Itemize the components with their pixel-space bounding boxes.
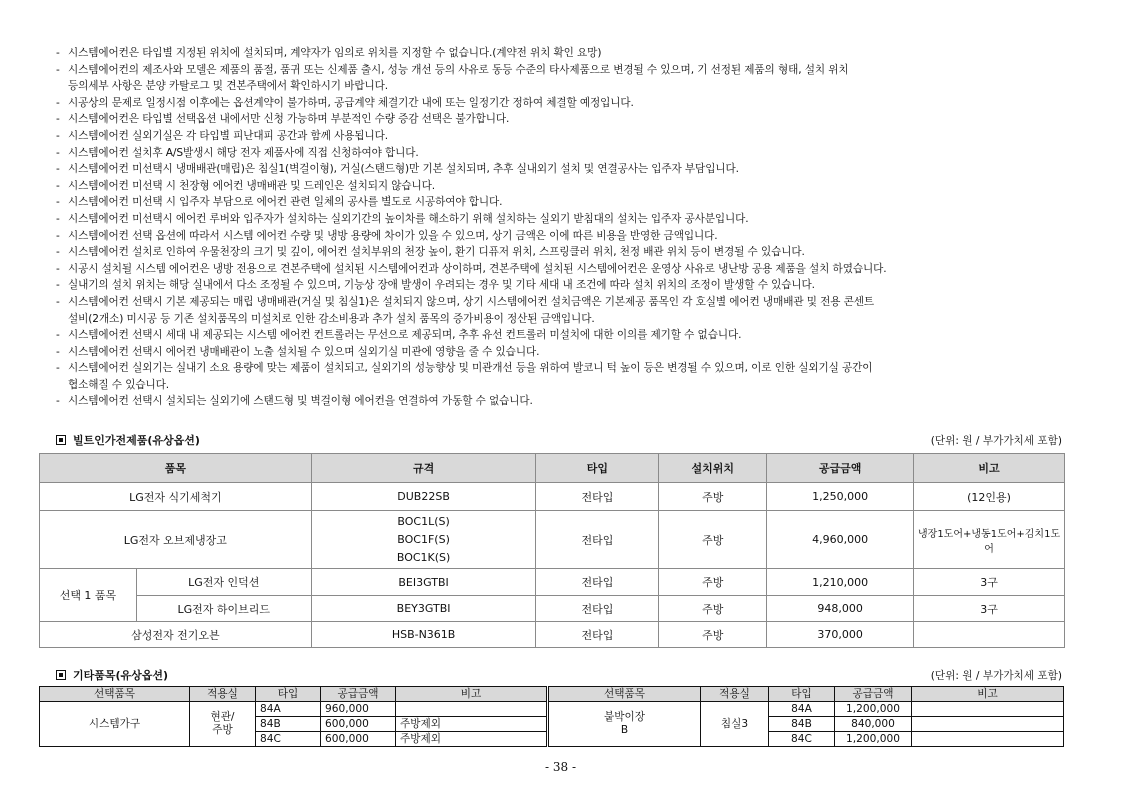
header-room: 적용실 — [190, 687, 256, 702]
table-row — [40, 483, 1065, 511]
dash-bullet: - — [56, 129, 60, 142]
item-price: 1,210,000 — [767, 569, 914, 596]
header-price: 공급금액 — [321, 687, 396, 702]
dash-bullet: - — [56, 246, 60, 259]
item-note — [396, 702, 547, 717]
header-type: 타입 — [256, 687, 321, 702]
dash-bullet: - — [56, 47, 60, 59]
note-item — [56, 145, 1086, 162]
builtin-unit-label: (단위: 원 / 부가가치세 포함) — [930, 434, 1062, 447]
item-price: 370,000 — [767, 622, 914, 648]
note-item — [56, 228, 1086, 245]
note-text: 시공시 설치될 시스템 에어컨은 냉방 전용으로 견본주택에 설치된 시스템에어컨과 상이하며, 견본주택에 설치된 시스템에어컨은 운영상 사유로 냉난방 공용 제품을 설치 하였습니다. — [68, 262, 887, 275]
item-spec — [311, 511, 536, 569]
header-spec: 규격 — [311, 454, 536, 483]
item-location: 주방 — [659, 569, 767, 596]
other-items-table-right — [548, 686, 1064, 747]
note-text: 실내기의 설치 위치는 해당 실내에서 다소 조정될 수 있으며, 기능상 장애 발생이 우려되는 경우 및 기타 세대 내 조건에 따라 설치 위치의 조정이 발생할 수 있습니다. — [68, 279, 815, 292]
note-text: 시스템에어컨 미선택시 냉매배관(매립)은 침실1(벽걸이형), 거실(스탠드형)만 기본 설치되며, 추후 실내외기 설치 및 연결공사는 입주자 부담입니다. — [68, 163, 739, 176]
item-price: 948,000 — [767, 596, 914, 622]
note-item — [56, 194, 1086, 211]
item-type: 전타입 — [536, 622, 659, 648]
dash-bullet: - — [56, 395, 60, 408]
table-row — [40, 622, 1065, 648]
note-item — [56, 327, 1086, 344]
item-note: 3구 — [914, 596, 1065, 622]
item-location: 주방 — [659, 511, 767, 569]
item-type: 84A — [769, 702, 835, 717]
item-price: 1,200,000 — [835, 732, 912, 747]
note-item — [56, 178, 1086, 195]
note-item — [56, 294, 1086, 327]
item-room: 현관/ 주방 — [190, 702, 256, 747]
note-text: 시스템에어컨 선택시 기본 제공되는 매립 냉매배관(거실 및 침실1)은 설치되지 않으며, 상기 시스템에어컨 설치금액은 기본제공 품목인 각 호실별 에어컨 냉매배관 및 전용 콘센트 설비(2개소) 미시공 등 기존 설치품목의 미설치로 인한 감소비용과 추가 설치 품목의 증가비용이 정산된 금액입니다. — [68, 295, 875, 325]
notes-list — [56, 45, 1086, 410]
item-name: LG전자 식기세척기 — [40, 483, 312, 511]
dash-bullet: - — [56, 362, 60, 375]
item-name: LG전자 오브제냉장고 — [40, 511, 312, 569]
dash-bullet: - — [56, 179, 60, 192]
item-location: 주방 — [659, 622, 767, 648]
item-price: 1,250,000 — [767, 483, 914, 511]
item-note — [912, 717, 1064, 732]
note-item — [56, 393, 1086, 410]
dash-bullet: - — [56, 146, 60, 159]
item-type: 84C — [769, 732, 835, 747]
table-row — [40, 569, 1065, 596]
note-text: 시스템에어컨 선택시 세대 내 제공되는 시스템 에어컨 컨트롤러는 무선으로 제공되며, 추후 유선 컨트롤러 미설치에 대한 이의를 제기할 수 없습니다. — [68, 329, 742, 342]
item-spec: BEI3GTBI — [311, 569, 536, 596]
item-type: 84C — [256, 732, 321, 747]
item-location: 주방 — [659, 483, 767, 511]
item-spec: HSB-N361B — [311, 622, 536, 648]
note-item — [56, 128, 1086, 145]
note-text: 시스템에어컨 미선택 시 입주자 부담으로 에어컨 관련 일체의 공사를 별도로 시공하여야 합니다. — [68, 196, 503, 209]
item-name: LG전자 하이브리드 — [136, 596, 311, 622]
item-location: 주방 — [659, 596, 767, 622]
item-price: 600,000 — [321, 717, 396, 732]
other-unit-label: (단위: 원 / 부가가치세 포함) — [930, 669, 1062, 682]
builtin-appliance-table — [39, 453, 1065, 648]
item-spec: BEY3GTBI — [311, 596, 536, 622]
table-row — [549, 702, 1064, 717]
header-item: 선택품목 — [549, 687, 701, 702]
page-number: - 38 - — [544, 760, 576, 774]
item-type: 전타입 — [536, 596, 659, 622]
note-item — [56, 344, 1086, 361]
header-location: 설치위치 — [659, 454, 767, 483]
item-type: 84B — [256, 717, 321, 732]
note-text: 시스템에어컨 선택 옵션에 따라서 시스템 에어컨 수량 및 냉방 용량에 차이가 있을 수 있으며, 상기 금액은 이에 따른 비용을 반영한 금액입니다. — [68, 229, 718, 242]
note-item — [56, 244, 1086, 261]
table-row — [40, 702, 547, 717]
item-price: 840,000 — [835, 717, 912, 732]
table-row — [40, 596, 1065, 622]
item-type: 전타입 — [536, 569, 659, 596]
note-item — [56, 261, 1086, 278]
group-label: 선택 1 품목 — [40, 569, 137, 622]
dash-bullet: - — [56, 163, 60, 176]
item-price: 4,960,000 — [767, 511, 914, 569]
square-bullet-icon — [56, 670, 66, 680]
header-price: 공급금액 — [767, 454, 914, 483]
item-spec: DUB22SB — [311, 483, 536, 511]
header-item: 품목 — [40, 454, 312, 483]
header-note: 비고 — [912, 687, 1064, 702]
note-text: 시스템에어컨 실외기는 실내기 소요 용량에 맞는 제품이 설치되고, 실외기의 성능향상 및 미관개선 등을 위하여 발코니 턱 높이 등은 변경될 수 있으며, 이로 인한 실외기실 공간이 협소해질 수 있습니다. — [68, 362, 873, 391]
header-type: 타입 — [536, 454, 659, 483]
note-item — [56, 277, 1086, 294]
item-name: 시스템가구 — [40, 702, 190, 747]
item-name: 붙박이장 B — [549, 702, 701, 747]
item-note: 3구 — [914, 569, 1065, 596]
dash-bullet: - — [56, 279, 60, 292]
item-note: 냉장1도어+냉동1도어+김치1도어 — [914, 511, 1065, 569]
item-type: 전타입 — [536, 511, 659, 569]
item-note — [912, 702, 1064, 717]
item-note: 주방제외 — [396, 717, 547, 732]
square-bullet-icon — [56, 435, 66, 445]
dash-bullet: - — [56, 329, 60, 342]
other-title-text: 기타품목(유상옵션) — [73, 669, 169, 682]
note-item — [56, 111, 1086, 128]
spec-line: BOC1K(S) — [396, 550, 451, 564]
item-type: 84A — [256, 702, 321, 717]
dash-bullet: - — [56, 63, 60, 76]
note-text: 시스템에어컨은 타입별 지정된 위치에 설치되며, 계약자가 임의로 위치를 지정할 수 없습니다.(계약전 위치 확인 요망) — [68, 47, 602, 59]
dash-bullet: - — [56, 196, 60, 209]
note-text: 시스템에어컨 미선택 시 천장형 에어컨 냉매배관 및 드레인은 설치되지 않습니다. — [68, 179, 436, 192]
note-item — [56, 161, 1086, 178]
dash-bullet: - — [56, 295, 60, 308]
header-note: 비고 — [396, 687, 547, 702]
table-header-row — [40, 454, 1065, 483]
note-text: 시스템에어컨은 타입별 선택옵션 내에서만 신청 가능하며 부분적인 수량 증감 선택은 불가합니다. — [68, 113, 510, 126]
dash-bullet: - — [56, 229, 60, 242]
note-item — [56, 62, 1086, 95]
table-row — [40, 511, 1065, 569]
item-name: 삼성전자 전기오븐 — [40, 622, 312, 648]
note-item — [56, 211, 1086, 228]
item-price: 1,200,000 — [835, 702, 912, 717]
note-text: 시공상의 문제로 일정시점 이후에는 옵션계약이 불가하며, 공급계약 체결기간 내에 또는 일정기간 정하여 체결할 예정입니다. — [68, 96, 634, 109]
note-text: 시스템에어컨 미선택시 에어컨 루버와 입주자가 설치하는 실외기간의 높이차를 해소하기 위해 설치하는 실외기 받침대의 설치는 입주자 공사분입니다. — [68, 212, 749, 225]
item-type: 84B — [769, 717, 835, 732]
note-text: 시스템에어컨 선택시 설치되는 실외기에 스탠드형 및 벽걸이형 에어컨을 연결하여 가동할 수 없습니다. — [68, 395, 533, 408]
spec-line: BOC1F(S) — [397, 532, 450, 546]
dash-bullet: - — [56, 113, 60, 126]
other-section-header — [56, 667, 1062, 683]
header-note: 비고 — [914, 454, 1065, 483]
item-note: 주방제외 — [396, 732, 547, 747]
dash-bullet: - — [56, 262, 60, 275]
item-note — [914, 622, 1065, 648]
table-header-row — [549, 687, 1064, 702]
item-note — [912, 732, 1064, 747]
note-text: 시스템에어컨 실외기실은 각 타입별 피난대피 공간과 함께 사용됩니다. — [68, 129, 389, 142]
other-items-table-left — [39, 686, 547, 747]
note-text: 시스템에어컨의 제조사와 모델은 제품의 품절, 품귀 또는 신제품 출시, 성능 개선 등의 사유로 동등 수준의 타사제품으로 변경될 수 있으며, 기 선정된 제품의 형태, 설치 위치 등의세부 사항은 분양 카탈로그 및 견본주택에서 확인하시기 바랍니다. — [68, 63, 849, 93]
note-item — [56, 360, 1086, 393]
note-text: 시스템에어컨 선택시 에어컨 냉매배관이 노출 설치될 수 있으며 실외기실 미관에 영향을 줄 수 있습니다. — [68, 345, 540, 358]
header-price: 공급금액 — [835, 687, 912, 702]
dash-bullet: - — [56, 345, 60, 358]
builtin-section-header — [56, 432, 1062, 448]
header-item: 선택품목 — [40, 687, 190, 702]
item-name: LG전자 인덕션 — [136, 569, 311, 596]
header-room: 적용실 — [701, 687, 769, 702]
builtin-section-title — [56, 432, 200, 448]
table-header-row — [40, 687, 547, 702]
note-text: 시스템에어컨 설치후 A/S발생시 해당 전자 제품사에 직접 신청하여야 합니다. — [68, 146, 419, 159]
note-item — [56, 45, 1086, 62]
note-text: 시스템에어컨 설치로 인하여 우물천장의 크기 및 깊이, 에어컨 설치부위의 천장 높이, 환기 디퓨저 위치, 스프링클러 위치, 천정 배관 위치 등이 변경될 수 있습니다. — [68, 246, 805, 259]
other-section-title — [56, 667, 168, 683]
item-note: (12인용) — [914, 483, 1065, 511]
item-price: 600,000 — [321, 732, 396, 747]
header-type: 타입 — [769, 687, 835, 702]
note-item — [56, 95, 1086, 112]
item-room: 침실3 — [701, 702, 769, 747]
dash-bullet: - — [56, 96, 60, 109]
item-type: 전타입 — [536, 483, 659, 511]
spec-line: BOC1L(S) — [397, 514, 450, 528]
dash-bullet: - — [56, 212, 60, 225]
item-price: 960,000 — [321, 702, 396, 717]
builtin-title-text: 빌트인가전제품(유상옵션) — [73, 434, 200, 447]
